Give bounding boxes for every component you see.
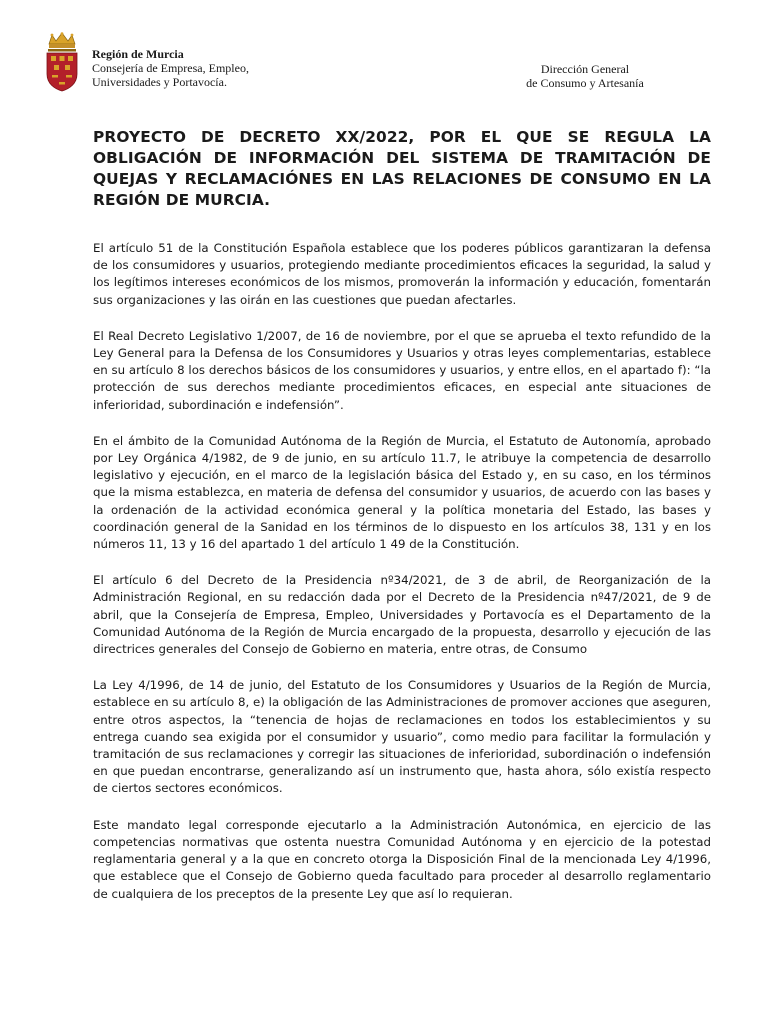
paragraph: El Real Decreto Legislativo 1/2007, de 16 de noviembre, por el que se aprueba el texto refundido de la Ley General para la Defensa de los Consumidores y Usuarios y otras leyes complementarias, establece en su artículo 8 los derechos básicos de los consumidores y usuarios, y entre ellos, en el apartado f): “la protección de sus derechos mediante procedimientos eficaces, en especial ante situaciones de inferioridad, subordinación e indefensión”. — [93, 328, 711, 412]
paragraph: El artículo 51 de la Constitución Española establece que los poderes públicos garantizaran la defensa de los consumidores y usuarios, protegiendo mediante procedimientos eficaces la seguridad, la salud y los legítimos intereses económicos de los mismos, promoverán la información y educación, fomentarán sus organizaciones y las oirán en las cuestiones que puedan afectarles. — [93, 241, 711, 307]
header-organization — [92, 47, 249, 89]
paragraph: En el ámbito de la Comunidad Autónoma de la Región de Murcia, el Estatuto de Autonomía, aprobado por Ley Orgánica 4/1982, de 9 de junio, en su artículo 11.7, le atribuye la competencia de desarrollo legislativo y ejecución, en el marco de la legislación básica del Estado y, en su caso, en los términos que la misma establezca, en materia de defensa del consumidor y usuarios, de acuerdo con las bases y la ordenación de la actividad económica general y la política monetaria del Estado, las bases y coordinación general de la Sanidad en los términos de lo dispuesto en los artículos 38, 131 y en los números 11, 13 y 16 del apartado 1 del artículo 1 49 de la Constitución. — [93, 433, 711, 552]
document-body — [93, 240, 711, 922]
direccion-line-1: Dirección General — [540, 62, 630, 76]
direccion-line-2: de Consumo y Artesanía — [526, 76, 644, 90]
region-murcia-crest-logo — [44, 32, 80, 92]
header-direccion — [480, 62, 690, 90]
paragraph: Este mandato legal corresponde ejecutarlo a la Administración Autonómica, en ejercicio de las competencias normativas que ostenta nuestra Comunidad Autónoma y en ejercicio de la potestad reglamentaria general y a la que en concreto otorga la Disposición Final de la mencionada Ley 4/1996, que establece que el Consejo de Gobierno queda facultado para proceder al desarrollo reglamentario de cualquiera de los preceptos de la presente Ley que así lo requieran. — [93, 817, 711, 901]
consejeria-line-1: Consejería de Empresa, Empleo, — [92, 61, 249, 75]
document-title: PROYECTO DE DECRETO XX/2022, POR EL QUE SE REGULA LA OBLIGACIÓN DE INFORMACIÓN DEL SISTEMA DE TRAMITACIÓN DE QUEJAS Y RECLAMACIÓNES EN LAS RELACIONES DE CONSUMO EN LA REGIÓN DE MURCIA. — [93, 128, 711, 209]
consejeria-line-2: Universidades y Portavocía. — [92, 75, 227, 89]
paragraph: La Ley 4/1996, de 14 de junio, del Estatuto de los Consumidores y Usuarios de la Región de Murcia, establece en su artículo 8, e) la obligación de las Administraciones de promover acciones que aseguren, entre otros aspectos, la “tenencia de hojas de reclamaciones en todos los establecimientos y su entrega cuando sea exigida por el consumidor y usuario”, como medio para facilitar la formulación y tramitación de sus reclamaciones y corregir las situaciones de inferioridad, subordinación o indefensión en que puedan encontrarse, generalizando así un instrumento que, hasta ahora, sólo existía respecto de ciertos sectores económicos. — [93, 678, 711, 796]
org-name: Región de Murcia — [92, 47, 184, 61]
paragraph: El artículo 6 del Decreto de la Presidencia nº34/2021, de 3 de abril, de Reorganización de la Administración Regional, en su redacción dada por el Decreto de la Presidencia nº47/2021, de 9 de abril, que la Consejería de Empresa, Empleo, Universidades y Portavocía es el Departamento de la Comunidad Autónoma de la Región de Murcia encargado de la propuesta, desarrollo y ejecución de las directrices generales del Consejo de Gobierno en materia, entre otras, de Consumo — [93, 573, 711, 657]
